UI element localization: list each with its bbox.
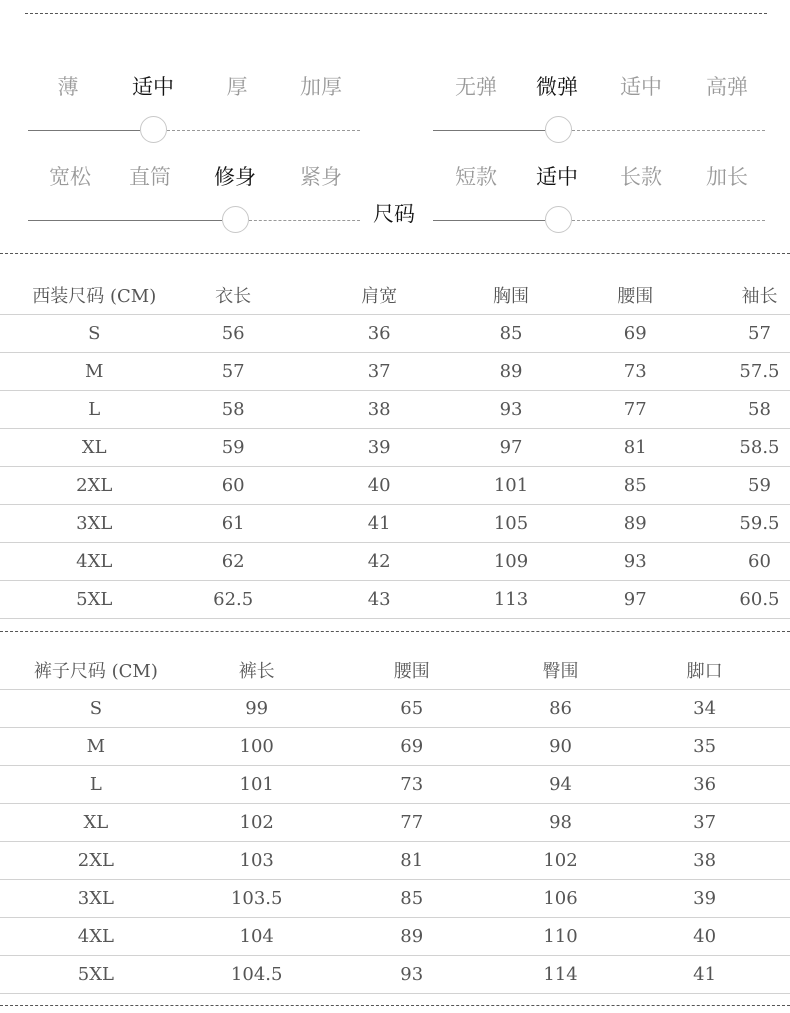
table-row [0, 880, 790, 918]
size-cell: XL [0, 429, 189, 467]
measurement-cell: 59 [729, 467, 790, 505]
fit-elasticity-slider [433, 116, 765, 146]
suit-size-table [0, 276, 790, 619]
measurement-cell: 106 [502, 880, 619, 918]
measurement-cell: 59.5 [729, 505, 790, 543]
table-row [0, 766, 790, 804]
table-row [0, 956, 790, 994]
pants-size-table [0, 651, 790, 994]
slider-filled-track [28, 130, 140, 131]
size-cell: 3XL [0, 505, 189, 543]
measurement-cell: 34 [619, 690, 790, 728]
column-header: 胸围 [481, 276, 542, 315]
measurement-cell: 58 [189, 391, 278, 429]
measurement-cell: 58 [729, 391, 790, 429]
measurement-cell: 89 [542, 505, 729, 543]
table-row [0, 315, 790, 353]
measurement-cell: 42 [278, 543, 481, 581]
top-divider [25, 13, 767, 14]
column-header: 腰围 [322, 651, 502, 690]
size-cell: M [0, 728, 192, 766]
measurement-cell: 101 [192, 766, 322, 804]
measurement-cell: 62.5 [189, 581, 278, 619]
measurement-cell: 57 [729, 315, 790, 353]
size-section-label: 尺码 [373, 202, 415, 226]
measurement-cell: 81 [322, 842, 502, 880]
fit-elasticity-option: 微弹 [536, 75, 578, 99]
measurement-cell: 94 [502, 766, 619, 804]
size-cell: 4XL [0, 543, 189, 581]
measurement-cell: 77 [322, 804, 502, 842]
measurement-cell: 93 [322, 956, 502, 994]
fit-elasticity-option: 无弹 [455, 75, 497, 99]
measurement-cell: 77 [542, 391, 729, 429]
slider-empty-track [572, 220, 765, 221]
measurement-cell: 99 [192, 690, 322, 728]
fit-cut-option: 宽松 [49, 165, 91, 189]
slider-knob [545, 206, 572, 233]
measurement-cell: 62 [189, 543, 278, 581]
column-header: 衣长 [189, 276, 278, 315]
measurement-cell: 59 [189, 429, 278, 467]
fit-length-option: 短款 [455, 165, 497, 189]
measurement-cell: 73 [322, 766, 502, 804]
size-cell: M [0, 353, 189, 391]
fit-thickness-option: 厚 [226, 75, 248, 99]
slider-filled-track [433, 130, 545, 131]
measurement-cell: 57.5 [729, 353, 790, 391]
measurement-cell: 86 [502, 690, 619, 728]
measurement-cell: 103.5 [192, 880, 322, 918]
fit-cut-option: 修身 [214, 165, 256, 189]
measurement-cell: 104.5 [192, 956, 322, 994]
fit-thickness-option: 适中 [132, 75, 174, 99]
size-cell: L [0, 766, 192, 804]
measurement-cell: 65 [322, 690, 502, 728]
table-row [0, 581, 790, 619]
measurement-cell: 105 [481, 505, 542, 543]
measurement-cell: 93 [542, 543, 729, 581]
measurement-cell: 104 [192, 918, 322, 956]
table-row [0, 690, 790, 728]
column-header: 臀围 [502, 651, 619, 690]
measurement-cell: 100 [192, 728, 322, 766]
measurement-cell: 36 [619, 766, 790, 804]
measurement-cell: 85 [322, 880, 502, 918]
column-header: 西装尺码 (CM) [0, 276, 189, 315]
measurement-cell: 109 [481, 543, 542, 581]
fit-length-option: 长款 [620, 165, 662, 189]
measurement-cell: 97 [542, 581, 729, 619]
table-row [0, 391, 790, 429]
measurement-cell: 98 [502, 804, 619, 842]
slider-empty-track [249, 220, 360, 221]
measurement-cell: 39 [278, 429, 481, 467]
column-header: 裤子尺码 (CM) [0, 651, 192, 690]
bottom-divider [0, 1005, 790, 1006]
size-cell: 2XL [0, 467, 189, 505]
measurement-cell: 85 [481, 315, 542, 353]
fit-thickness-slider [28, 116, 360, 146]
measurement-cell: 35 [619, 728, 790, 766]
slider-filled-track [433, 220, 545, 221]
measurement-cell: 39 [619, 880, 790, 918]
size-cell: 3XL [0, 880, 192, 918]
measurement-cell: 43 [278, 581, 481, 619]
size-cell: S [0, 315, 189, 353]
measurement-cell: 36 [278, 315, 481, 353]
measurement-cell: 38 [278, 391, 481, 429]
fit-length-option: 加长 [706, 165, 748, 189]
table-row [0, 728, 790, 766]
table-row [0, 842, 790, 880]
column-header: 袖长 [729, 276, 790, 315]
measurement-cell: 89 [481, 353, 542, 391]
measurement-cell: 60 [729, 543, 790, 581]
fit-cut-option: 紧身 [300, 165, 342, 189]
measurement-cell: 41 [278, 505, 481, 543]
size-cell: S [0, 690, 192, 728]
measurement-cell: 102 [192, 804, 322, 842]
measurement-cell: 37 [619, 804, 790, 842]
measurement-cell: 57 [189, 353, 278, 391]
table-row [0, 543, 790, 581]
fit-divider [0, 253, 790, 254]
fit-cut-option: 直筒 [129, 165, 171, 189]
measurement-cell: 89 [322, 918, 502, 956]
slider-empty-track [167, 130, 360, 131]
size-cell: 5XL [0, 581, 189, 619]
measurement-cell: 61 [189, 505, 278, 543]
column-header: 腰围 [542, 276, 729, 315]
measurement-cell: 110 [502, 918, 619, 956]
slider-knob [222, 206, 249, 233]
size-cell: XL [0, 804, 192, 842]
table-row [0, 505, 790, 543]
measurement-cell: 93 [481, 391, 542, 429]
measurement-cell: 37 [278, 353, 481, 391]
slider-filled-track [28, 220, 222, 221]
measurement-cell: 90 [502, 728, 619, 766]
fit-length-slider [433, 206, 765, 236]
measurement-cell: 102 [502, 842, 619, 880]
slider-knob [140, 116, 167, 143]
measurement-cell: 40 [619, 918, 790, 956]
table-row [0, 353, 790, 391]
measurement-cell: 97 [481, 429, 542, 467]
measurement-cell: 60 [189, 467, 278, 505]
slider-empty-track [572, 130, 765, 131]
fit-length-option: 适中 [536, 165, 578, 189]
table-row [0, 429, 790, 467]
measurement-cell: 101 [481, 467, 542, 505]
size-cell: 5XL [0, 956, 192, 994]
measurement-cell: 81 [542, 429, 729, 467]
column-header: 肩宽 [278, 276, 481, 315]
measurement-cell: 58.5 [729, 429, 790, 467]
measurement-cell: 56 [189, 315, 278, 353]
fit-cut-slider [28, 206, 360, 236]
measurement-cell: 41 [619, 956, 790, 994]
measurement-cell: 40 [278, 467, 481, 505]
column-header: 裤长 [192, 651, 322, 690]
table-row [0, 804, 790, 842]
measurement-cell: 114 [502, 956, 619, 994]
size-cell: 4XL [0, 918, 192, 956]
measurement-cell: 69 [542, 315, 729, 353]
table-row [0, 918, 790, 956]
size-cell: L [0, 391, 189, 429]
fit-thickness-option: 加厚 [300, 75, 342, 99]
measurement-cell: 73 [542, 353, 729, 391]
slider-knob [545, 116, 572, 143]
size-cell: 2XL [0, 842, 192, 880]
measurement-cell: 38 [619, 842, 790, 880]
measurement-cell: 103 [192, 842, 322, 880]
fit-thickness-option: 薄 [57, 75, 79, 99]
table-row [0, 467, 790, 505]
measurement-cell: 69 [322, 728, 502, 766]
fit-elasticity-option: 适中 [620, 75, 662, 99]
measurement-cell: 85 [542, 467, 729, 505]
fit-elasticity-option: 高弹 [706, 75, 748, 99]
table-divider [0, 631, 790, 632]
measurement-cell: 113 [481, 581, 542, 619]
measurement-cell: 60.5 [729, 581, 790, 619]
column-header: 脚口 [619, 651, 790, 690]
